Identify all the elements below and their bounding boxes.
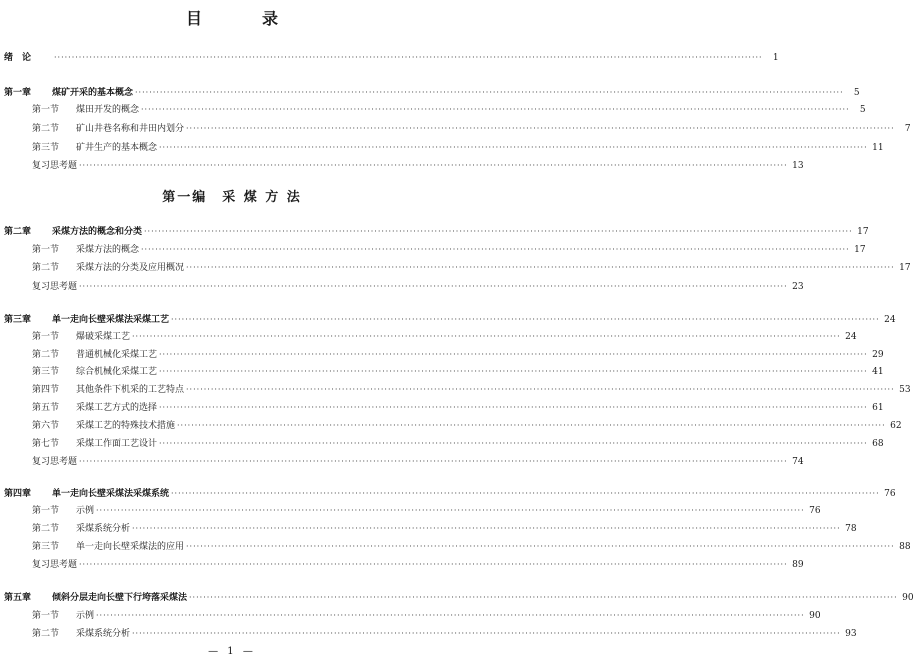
toc-entry-title: 普通机械化采煤工艺	[76, 350, 158, 360]
toc-entry-title: 采煤工艺的特殊技术措施	[76, 421, 176, 431]
toc-dot-leader: ········································································································································································································	[54, 53, 763, 62]
toc-entry-label	[0, 486, 169, 502]
toc-entry-number: 第三节	[32, 542, 60, 552]
toc-entry-number: 第一节	[32, 105, 60, 115]
toc-entry-title: 采煤系统分析	[76, 629, 131, 639]
toc-entry-label	[0, 539, 184, 555]
toc-entry-label	[0, 85, 133, 101]
toc-entry-page: 76	[809, 506, 821, 516]
toc-dot-leader: ········································································································································································································	[159, 143, 868, 152]
toc-entry-title: 单一走向长壁采煤法采煤系统	[52, 489, 170, 499]
toc-entry-section[interactable]	[0, 626, 857, 642]
toc-entry-label	[0, 50, 52, 66]
toc-entry-number: 第六节	[32, 421, 60, 431]
toc-entry-section[interactable]	[0, 242, 866, 258]
toc-entry-chapter[interactable]	[0, 486, 896, 502]
toc-entry-chapter[interactable]	[0, 50, 779, 66]
toc-entry-label	[0, 224, 142, 240]
toc-entry-title: 示例	[76, 611, 95, 621]
toc-dot-leader: ········································································································································································································	[177, 421, 886, 430]
toc-entry-label	[0, 521, 130, 537]
toc-entry-title: 复习思考题	[32, 282, 78, 292]
toc-entry-page: 76	[884, 489, 896, 499]
toc-entry-chapter[interactable]	[0, 590, 914, 606]
toc-entry-page: 1	[772, 53, 779, 63]
toc-dot-leader: ········································································································································································································	[186, 124, 895, 133]
toc-entry-label	[0, 102, 139, 118]
toc-entry-number: 第一节	[32, 245, 60, 255]
toc-entry-title: 单一走向长壁采煤法采煤工艺	[52, 315, 170, 325]
toc-entry-label	[0, 312, 169, 328]
toc-entry-title: 复习思考题	[32, 161, 78, 171]
toc-entry-number: 第四章	[4, 489, 32, 499]
toc-entry-section[interactable]	[0, 140, 884, 156]
toc-entry-title: 综合机械化采煤工艺	[76, 367, 158, 377]
toc-entry-label	[0, 329, 130, 345]
toc-entry-review[interactable]	[0, 158, 804, 174]
toc-entry-page: 23	[792, 282, 804, 292]
toc-dot-leader: ········································································································································································································	[79, 560, 788, 569]
toc-entry-label	[0, 260, 184, 276]
toc-entry-page: 17	[899, 263, 911, 273]
toc-entry-section[interactable]	[0, 436, 884, 452]
toc-entry-number: 第二节	[32, 350, 60, 360]
toc-entry-label	[0, 418, 175, 434]
part-title: 第一编 采 煤 方 法	[162, 190, 302, 205]
toc-dot-leader: ········································································································································································································	[159, 403, 868, 412]
toc-entry-section[interactable]	[0, 364, 884, 380]
toc-entry-title: 采煤系统分析	[76, 524, 131, 534]
toc-entry-title: 其他条件下机采的工艺特点	[76, 385, 185, 395]
toc-entry-label	[0, 364, 157, 380]
toc-dot-leader: ········································································································································································································	[186, 263, 895, 272]
toc-entry-label	[0, 242, 139, 258]
toc-entry-section[interactable]	[0, 400, 884, 416]
toc-entry-review[interactable]	[0, 454, 804, 470]
toc-dot-leader: ········································································································································································································	[171, 315, 880, 324]
toc-entry-number: 绪 论	[4, 53, 32, 63]
toc-dot-leader: ········································································································································································································	[79, 282, 788, 291]
toc-entry-section[interactable]	[0, 329, 857, 345]
toc-entry-title: 复习思考题	[32, 457, 78, 467]
toc-entry-page: 93	[845, 629, 857, 639]
toc-entry-number: 第二章	[4, 227, 32, 237]
toc-entry-number: 第二节	[32, 629, 60, 639]
toc-dot-leader: ········································································································································································································	[141, 245, 850, 254]
toc-entry-page: 13	[792, 161, 804, 171]
toc-dot-leader: ········································································································································································································	[141, 105, 850, 114]
toc-entry-label	[0, 158, 77, 174]
toc-entry-page: 90	[902, 593, 914, 603]
toc-entry-page: 88	[899, 542, 911, 552]
toc-entry-number: 第一节	[32, 611, 60, 621]
toc-entry-title: 煤田开发的概念	[76, 105, 140, 115]
toc-entry-title: 倾斜分层走向长壁下行垮落采煤法	[52, 593, 188, 603]
toc-entry-page: 17	[854, 245, 866, 255]
toc-entry-label	[0, 400, 157, 416]
toc-entry-label	[0, 557, 77, 573]
toc-entry-section[interactable]	[0, 260, 911, 276]
toc-dot-leader: ········································································································································································································	[132, 629, 841, 638]
toc-entry-title: 采煤方法的概念	[76, 245, 140, 255]
page-number: — 1 —	[208, 646, 256, 657]
toc-entry-title: 矿山井巷名称和井田内划分	[76, 124, 185, 134]
toc-entry-page: 62	[890, 421, 902, 431]
toc-entry-page: 74	[792, 457, 804, 467]
toc-entry-chapter[interactable]	[0, 224, 869, 240]
toc-entry-number: 第五章	[4, 593, 32, 603]
toc-entry-title: 煤矿开采的基本概念	[52, 88, 134, 98]
toc-entry-page: 61	[872, 403, 884, 413]
toc-entry-section[interactable]	[0, 608, 821, 624]
toc-dot-leader: ········································································································································································································	[171, 489, 880, 498]
toc-entry-number: 第一节	[32, 332, 60, 342]
toc-entry-section[interactable]	[0, 418, 902, 434]
toc-entry-section[interactable]	[0, 382, 911, 398]
toc-entry-title: 采煤工艺方式的选择	[76, 403, 158, 413]
toc-entry-page: 17	[857, 227, 869, 237]
toc-entry-page: 11	[872, 143, 884, 153]
toc-entry-section[interactable]	[0, 347, 884, 363]
toc-entry-number: 第三章	[4, 315, 32, 325]
toc-dot-leader: ········································································································································································································	[186, 385, 895, 394]
toc-dot-leader: ········································································································································································································	[132, 524, 841, 533]
toc-entry-page: 90	[809, 611, 821, 621]
toc-entry-label	[0, 347, 157, 363]
toc-dot-leader: ········································································································································································································	[135, 88, 844, 97]
toc-entry-page: 5	[859, 105, 866, 115]
toc-entry-label	[0, 279, 77, 295]
toc-entry-number: 第二节	[32, 524, 60, 534]
toc-entry-page: 41	[872, 367, 884, 377]
toc-entry-number: 第五节	[32, 403, 60, 413]
toc-dot-leader: ········································································································································································································	[159, 439, 868, 448]
toc-entry-label	[0, 121, 184, 137]
toc-entry-title: 采煤工作面工艺设计	[76, 439, 158, 449]
toc-entry-page: 7	[904, 124, 911, 134]
page-title: 目 录	[185, 9, 300, 28]
toc-entry-title: 复习思考题	[32, 560, 78, 570]
toc-entry-title: 单一走向长壁采煤法的应用	[76, 542, 185, 552]
toc-dot-leader: ········································································································································································································	[159, 367, 868, 376]
toc-entry-chapter[interactable]	[0, 85, 860, 101]
toc-entry-label	[0, 140, 157, 156]
toc-dot-leader: ········································································································································································································	[186, 542, 895, 551]
toc-entry-number: 第一章	[4, 88, 32, 98]
toc-entry-number: 第七节	[32, 439, 60, 449]
toc-entry-page: 24	[884, 315, 896, 325]
toc-dot-leader: ········································································································································································································	[132, 332, 841, 341]
toc-entry-label	[0, 382, 184, 398]
toc-entry-review[interactable]	[0, 557, 804, 573]
toc-entry-section[interactable]	[0, 102, 866, 118]
toc-entry-label	[0, 608, 94, 624]
toc-entry-label	[0, 436, 157, 452]
toc-entry-label	[0, 626, 130, 642]
toc-entry-chapter[interactable]	[0, 312, 896, 328]
toc-entry-number: 第四节	[32, 385, 60, 395]
toc-entry-number: 第三节	[32, 367, 60, 377]
toc-dot-leader: ········································································································································································································	[96, 611, 805, 620]
toc-entry-label	[0, 590, 187, 606]
toc-entry-section[interactable]	[0, 121, 911, 137]
toc-entry-page: 89	[792, 560, 804, 570]
toc-entry-page: 78	[845, 524, 857, 534]
toc-entry-number: 第二节	[32, 124, 60, 134]
toc-entry-page: 5	[853, 88, 860, 98]
toc-entry-label	[0, 503, 94, 519]
toc-dot-leader: ········································································································································································································	[79, 457, 788, 466]
toc-entry-section[interactable]	[0, 521, 857, 537]
toc-dot-leader: ········································································································································································································	[96, 506, 805, 515]
toc-dot-leader: ········································································································································································································	[144, 227, 853, 236]
toc-entry-number: 第三节	[32, 143, 60, 153]
toc-entry-title: 爆破采煤工艺	[76, 332, 131, 342]
toc-entry-title: 采煤方法的概念和分类	[52, 227, 143, 237]
toc-entry-label	[0, 454, 77, 470]
toc-entry-section[interactable]	[0, 503, 821, 519]
toc-entry-number: 第二节	[32, 263, 60, 273]
toc-entry-review[interactable]	[0, 279, 804, 295]
toc-entry-title: 矿井生产的基本概念	[76, 143, 158, 153]
toc-entry-title: 采煤方法的分类及应用概况	[76, 263, 185, 273]
toc-entry-number: 第一节	[32, 506, 60, 516]
toc-entry-page: 53	[899, 385, 911, 395]
toc-entry-section[interactable]	[0, 539, 911, 555]
toc-entry-page: 68	[872, 439, 884, 449]
toc-dot-leader: ········································································································································································································	[159, 350, 868, 359]
toc-entry-page: 24	[845, 332, 857, 342]
toc-entry-title: 示例	[76, 506, 95, 516]
toc-entry-page: 29	[872, 350, 884, 360]
toc-dot-leader: ········································································································································································································	[189, 593, 898, 602]
toc-dot-leader: ········································································································································································································	[79, 161, 788, 170]
